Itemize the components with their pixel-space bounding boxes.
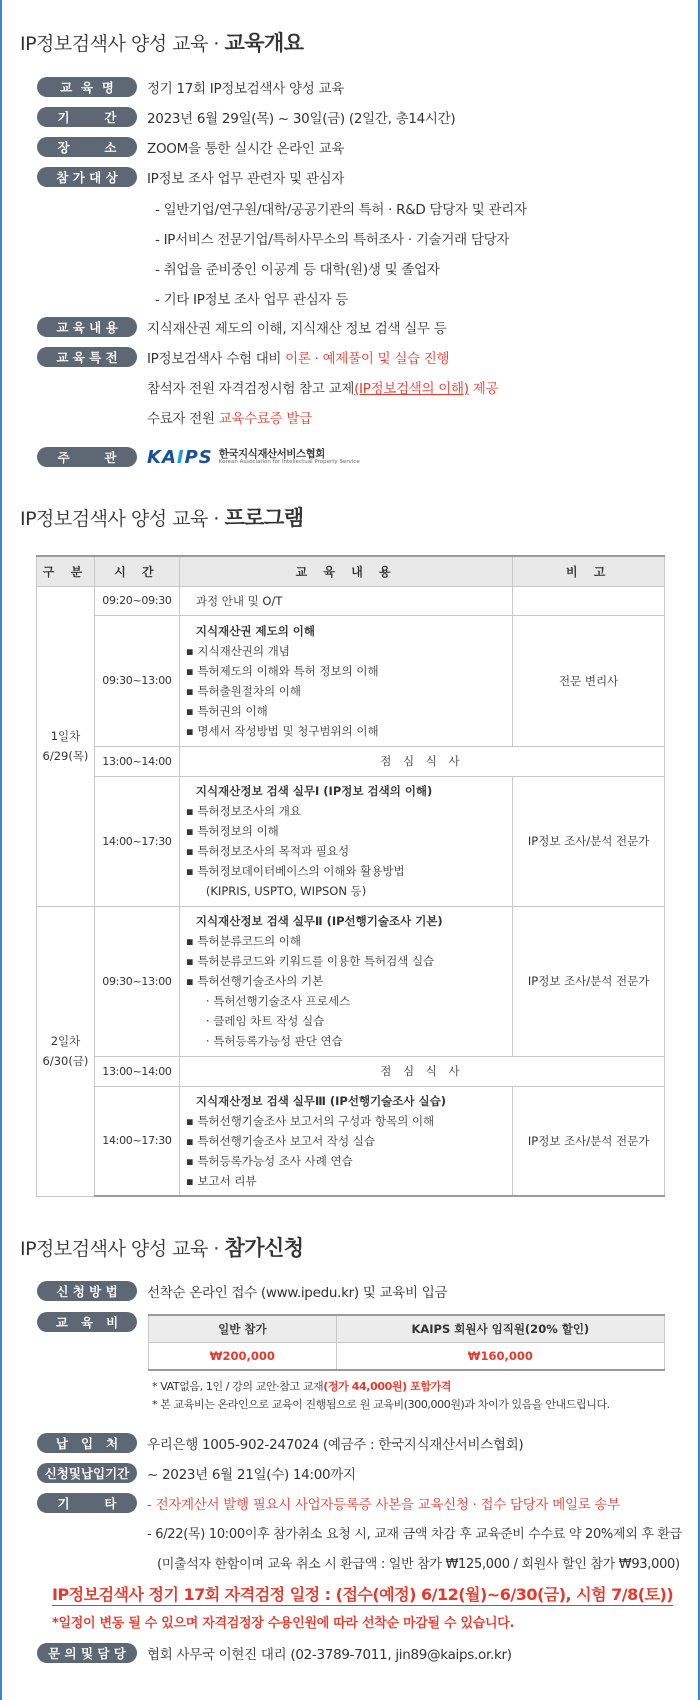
program-title: IP정보검색사 양성 교육 · 프로그램 (20, 506, 304, 530)
note-cell (513, 586, 665, 615)
fee-note-1: * VAT없음, 1인 / 강의 교안·참고 교재(정가 44,000원) 포함가격 (152, 1380, 452, 1393)
label-pill: 교 육 비 (37, 1312, 137, 1332)
fee-table (148, 1314, 665, 1371)
content-cell: 지식재산정보 검색 실무Ⅲ (IP선행기술조사 실습) ▪ 특허선행기술조사 보고서의 구성과 항목의 이해 ▪ 특허선행기술조사 보고서 작성 실습 ▪ 특허등록가능성 조사 사례 연습 ▪ 보고서 리뷰 (179, 1086, 512, 1196)
target-sub-item: - IP서비스 전문기업/특허사무소의 특허조사 · 기술거래 담당자 (155, 232, 510, 248)
etc-line-2: - 6/22(목) 10:00이후 참가취소 요청 시, 교재 금액 차감 후 교육준비 수수료 약 20%제외 후 환급 (147, 1527, 682, 1542)
overview-row-target (37, 166, 344, 188)
target-sub-item: - 일반기업/연구원/대학/공공기관의 특허 · R&D 담당자 및 관리자 (155, 202, 527, 218)
table-row (37, 615, 665, 746)
apply-row-deadline (37, 1462, 356, 1484)
label-pill: 교 육 특 전 (37, 347, 137, 367)
label-pill: 교 육 명 (37, 77, 137, 97)
header-time: 시 간 (94, 556, 179, 586)
overview-row-content (37, 316, 447, 338)
apply-row-pay (37, 1432, 523, 1454)
fee-header-general: 일반 참가 (149, 1315, 337, 1342)
overview-row-name (37, 76, 344, 98)
exam-schedule: IP정보검색사 정기 17회 자격검정 일정 : (접수(예정) 6/12(월)~6/30(금), 시험 7/8(토)) (52, 1582, 673, 1606)
table-row (37, 906, 665, 1056)
apply-row-etc (37, 1492, 620, 1514)
label-pill: 기 타 (37, 1493, 137, 1513)
program-header-row (37, 556, 665, 586)
fee-header-member: KAIPS 회원사 임직원(20% 할인) (336, 1315, 664, 1342)
apply-row-fee (37, 1311, 147, 1333)
apply-method: 선착순 온라인 접수 (www.ipedu.kr) 및 교육비 입금 (147, 1285, 448, 1301)
time-cell: 13:00~14:00 (94, 746, 179, 776)
table-row (37, 746, 665, 776)
content-cell: 지식재산권 제도의 이해 ▪ 지식재산권의 개념 ▪ 특허제도의 이해와 특허 정보의 이해 ▪ 특허출원절차의 이해 ▪ 특허권의 이해 ▪ 명세서 작성방법 및 청구범위의 이해 (179, 615, 512, 746)
fee-header-row (149, 1315, 665, 1342)
time-cell: 14:00~17:30 (94, 776, 179, 906)
course-place: ZOOM을 통한 실시간 온라인 교육 (147, 141, 345, 157)
label-pill: 교 육 내 용 (37, 317, 137, 337)
kaips-logo-mark: KAIPS (147, 446, 213, 468)
target-sub-item: - 기타 IP정보 조사 업무 관심자 등 (155, 292, 348, 308)
host-name-ko: 한국지식재산서비스협회 (218, 447, 325, 460)
header-note: 비 고 (513, 556, 665, 586)
etc-line-1: - 전자계산서 발행 필요시 사업자등록증 사본을 교육신청 · 접수 담당자 메일로 송부 (147, 1497, 620, 1513)
feature-line-1: IP정보검색사 수험 대비 이론 · 예제풀이 및 실습 진행 (147, 351, 450, 367)
apply-row-method (37, 1280, 447, 1302)
feature-line-3: 수료자 전원 교육수료증 발급 (147, 411, 312, 427)
content-cell: 지식재산정보 검색 실무Ⅰ (IP정보 검색의 이해) ▪ 특허정보조사의 개요 ▪ 특허정보의 이해 ▪ 특허정보조사의 목적과 필요성 ▪ 특허정보데이터베이스의 이해와 활용방법 (KIPRIS, USPTO, WIPSON 등) (179, 776, 512, 906)
note-cell: IP정보 조사/분석 전문가 (513, 906, 665, 1056)
content-cell: 지식재산정보 검색 실무Ⅱ (IP선행기술조사 기본) ▪ 특허분류코드의 이해 ▪ 특허분류코드와 키워드를 이용한 특허검색 실습 ▪ 특허선행기술조사의 기본 · 특허선행기술조사 프로세스 · 클레임 차트 작성 실습 · 특허등록가능성 판단 연습 (179, 906, 512, 1056)
label-pill: 납 입 처 (37, 1433, 137, 1453)
content-cell: 과정 안내 및 O/T (179, 586, 512, 615)
contact: 협회 사무국 이현진 대리 (02-3789-7011, jin89@kaips.or.kr) (147, 1647, 512, 1663)
table-row (37, 776, 665, 906)
course-name: 정기 17회 IP정보검색사 양성 교육 (147, 81, 344, 97)
time-cell: 13:00~14:00 (94, 1056, 179, 1086)
table-row (37, 1056, 665, 1086)
header-content: 교 육 내 용 (179, 556, 512, 586)
time-cell: 09:30~13:00 (94, 615, 179, 746)
label-pill: 참 가 대 상 (37, 167, 137, 187)
apply-title: IP정보검색사 양성 교육 · 참가신청 (20, 1236, 304, 1260)
lunch-cell: 점 심 식 사 (179, 1056, 664, 1086)
fee-member: ₩160,000 (336, 1342, 664, 1370)
fee-general: ₩200,000 (149, 1342, 337, 1370)
program-table (36, 555, 665, 1197)
day2-cell: 2일차 6/30(금) (37, 906, 95, 1196)
pay-account: 우리은행 1005-902-247024 (예금주 : 한국지식재산서비스협회) (147, 1437, 524, 1453)
overview-row-period (37, 106, 455, 128)
note-cell: IP정보 조사/분석 전문가 (513, 1086, 665, 1196)
host-name-en: Korean Association for Intellectual Property Service (218, 458, 360, 465)
overview-row-place (37, 136, 344, 158)
note-cell: 전문 변리사 (513, 615, 665, 746)
time-cell: 14:00~17:30 (94, 1086, 179, 1196)
table-row (37, 586, 665, 615)
table-row (37, 1086, 665, 1196)
label-pill: 문 의 및 담 당 (37, 1643, 137, 1663)
label-pill: 주 관 (37, 447, 137, 467)
course-period: 2023년 6월 29일(목) ~ 30일(금) (2일간, 총14시간) (147, 111, 456, 127)
kaips-logo (147, 447, 360, 468)
deadline: ~ 2023년 6월 21일(수) 14:00까지 (147, 1467, 356, 1483)
exam-note: *일정이 변동 될 수 있으며 자격검정장 수용인원에 따라 선착순 마감될 수 있습니다. (52, 1616, 515, 1631)
note-cell: IP정보 조사/분석 전문가 (513, 776, 665, 906)
header-division: 구 분 (37, 556, 95, 586)
label-pill: 신청및납입기간 (37, 1463, 137, 1483)
course-content: 지식재산권 제도의 이해, 지식재산 정보 검색 실무 등 (147, 321, 447, 337)
course-target: IP정보 조사 업무 관련자 및 관심자 (147, 171, 345, 187)
overview-row-feature (37, 346, 449, 368)
label-pill: 장 소 (37, 137, 137, 157)
day1-cell: 1일차 6/29(목) (37, 586, 95, 906)
label-pill: 신 청 방 법 (37, 1281, 137, 1301)
etc-line-3: (미출석자 한함이며 교육 취소 시 환급액 : 일반 참가 ₩125,000 / 회원사 할인 참가 ₩93,000) (157, 1557, 680, 1572)
lunch-cell: 점 심 식 사 (179, 746, 664, 776)
fee-value-row (149, 1342, 665, 1370)
label-pill: 기 간 (37, 107, 137, 127)
fee-note-2: * 본 교육비는 온라인으로 교육이 진행됨으로 원 교육비(300,000원)과 차이가 있음을 안내드립니다. (152, 1398, 610, 1411)
feature-line-2: 참석자 전원 자격검정시험 참고 교제(IP정보검색의 이해) 제공 (147, 381, 499, 397)
target-sub-item: - 취업을 준비중인 이공계 등 대학(원)생 및 졸업자 (155, 262, 440, 278)
time-cell: 09:30~13:00 (94, 906, 179, 1056)
overview-row-host (37, 446, 360, 468)
apply-row-contact (37, 1642, 512, 1664)
overview-title: IP정보검색사 양성 교육 · 교육개요 (20, 31, 304, 55)
time-cell: 09:20~09:30 (94, 586, 179, 615)
